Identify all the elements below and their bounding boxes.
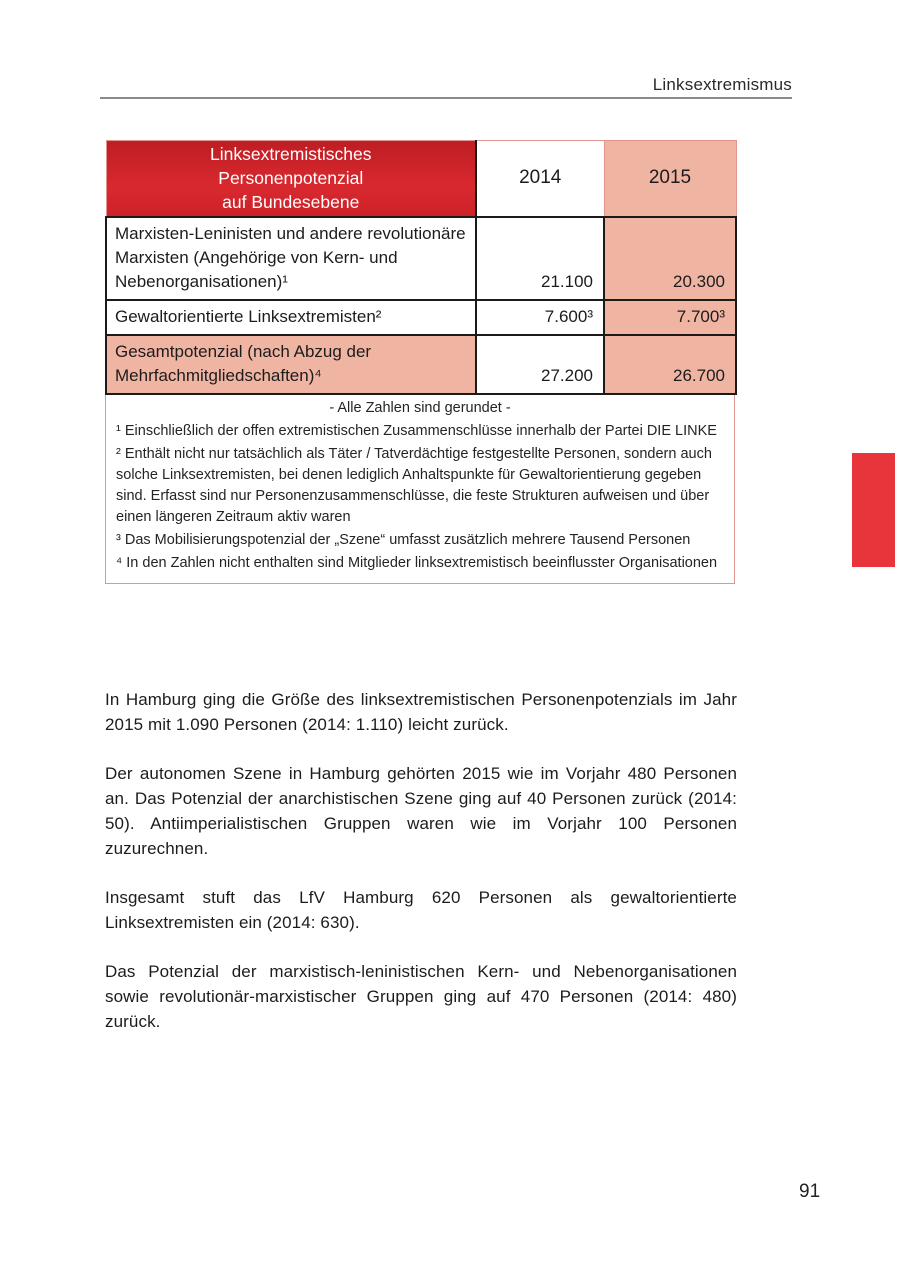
row-label: Gewaltorientierte Linksextremisten² (106, 300, 476, 335)
footnote-2: ² Enthält nicht nur tatsächlich als Täter / Tatverdächtige festgestellte Personen, sondern auch solche Linksextremisten, bei denen lediglich Anhaltspunkte für Gewaltorientierung gegeben sind. Erfasst sind nur Personenzusammenschlüsse, die feste Strukturen aufweisen und über einen längeren Zeitraum aktiv waren (116, 445, 712, 525)
table-footnotes-box (105, 395, 735, 584)
value-2015: 20.300 (604, 217, 736, 300)
rounding-note: - Alle Zahlen sind gerundet - (329, 399, 511, 416)
table-title-line-2: Personenpotenzial (218, 168, 364, 189)
footnote-1: ¹ Einschließlich der offen extremistischen Zusammenschlüsse innerhalb der Partei DIE LINKE (116, 422, 717, 439)
row-label: Gesamtpotenzial (nach Abzug der Mehrfachmitgliedschaften)⁴ (106, 335, 476, 394)
body-paragraph-4: Das Potenzial der marxistisch-leninistischen Kern- und Nebenorganisationen sowie revolutionär-marxistischer Gruppen ging auf 470 Personen (2014: 480) zurück. (105, 962, 737, 1031)
column-header-2015: 2015 (604, 141, 736, 217)
table-header-row (106, 141, 736, 217)
body-paragraph-3: Insgesamt stuft das LfV Hamburg 620 Personen als gewaltorientierte Linksextremisten ein (2014: 630). (105, 888, 737, 932)
table-row-gesamtpotenzial (106, 335, 736, 394)
body-text (105, 687, 737, 1058)
footnote-4: ⁴ In den Zahlen nicht enthalten sind Mitglieder linksextremistisch beeinflusster Organisationen (116, 554, 718, 571)
personenpotenzial-table (105, 140, 735, 584)
value-2014: 27.200 (476, 335, 604, 394)
data-table (105, 140, 737, 395)
value-2015: 7.700³ (604, 300, 736, 335)
chapter-thumb-tab (852, 453, 895, 567)
page-number: 91 (799, 1181, 821, 1202)
table-row-gewaltorientierte (106, 300, 736, 335)
row-label: Marxisten-Leninisten und andere revolutionäre Marxisten (Angehörige von Kern- und Nebenorganisationen)¹ (106, 217, 476, 300)
value-2014: 7.600³ (476, 300, 604, 335)
table-title-cell (106, 141, 476, 217)
table-row-marxisten (106, 217, 736, 300)
value-2015: 26.700 (604, 335, 736, 394)
value-2014: 21.100 (476, 217, 604, 300)
header-rule-divider (100, 97, 792, 99)
table-title-line-1: Linksextremistisches (210, 144, 372, 165)
body-paragraph-2: Der autonomen Szene in Hamburg gehörten 2015 wie im Vorjahr 480 Personen an. Das Potenzial der anarchistischen Szene ging auf 40 Personen zurück (2014: 50). Antiimperialistischen Gruppen waren wie im Vorjahr 100 Personen zuzurechnen. (105, 764, 737, 858)
table-title-line-3: auf Bundesebene (222, 192, 360, 213)
running-header: Linksextremismus (652, 75, 792, 94)
footnote-3: ³ Das Mobilisierungspotenzial der „Szene“ umfasst zusätzlich mehrere Tausend Personen (116, 531, 691, 548)
body-paragraph-1: In Hamburg ging die Größe des linksextremistischen Personenpotenzials im Jahr 2015 mit 1.090 Personen (2014: 1.110) leicht zurück. (105, 690, 737, 734)
column-header-2014: 2014 (476, 141, 604, 217)
